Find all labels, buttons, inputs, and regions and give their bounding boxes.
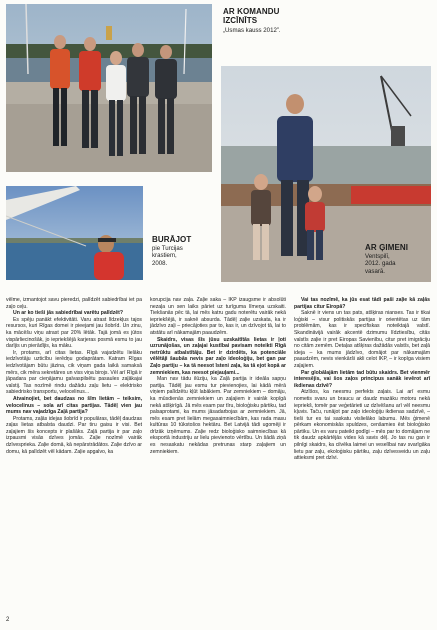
caption-sailing-body	[152, 245, 183, 267]
caption-sailing-line3: 2008.	[152, 259, 168, 267]
caption-team-title-line2: IZCĪNĪTS	[223, 16, 258, 25]
caption-sailing-title: BURĀJOT	[152, 235, 192, 244]
team-photo	[6, 4, 212, 172]
article-column-2	[150, 297, 286, 455]
question-paragraph: Par globālajām lietām tad būtu skaidrs. Bet vienmēr interesējis, vai šos zaļos principus sanāk ievērot arī ikdienas dzīvē?	[294, 369, 430, 389]
sailing-photo	[6, 186, 143, 280]
article-paragraph: Es spēju panākt efektivitāti. Varu atrast līdzekļus tajos resursos, kuri Rīgas domei ir pieejami jau šobrīd. Un zinu, ka mācēšu viņu atrast par 20% lētāk. Tajā jomā es jūtos vispārliecinošāk, jo iepriekšējā karjeras posmā esmu to jau darījis un pierādījis, ka māku.	[6, 316, 142, 350]
page-number: 2	[6, 617, 10, 623]
question-paragraph: Skaidrs, visas šīs jūsu uzskaitītās lietas ir ļoti uzrunājošas, un zaļajai kustībai pavisam noteikti Rīgā netrūktu atbalstītāju. Bet ir dzirdēts, ka potenciāle vēlētāji šaubās nevis par zaļo ideoloģiju, bet gan par Zaļo partiju – ka tā neesot īsteni zaļa, ka tā ejot kopā ar zemniekiem, kas neesot piejauļami...	[150, 336, 286, 376]
question-paragraph: Vai tas nozīmē, ka jūs esat tādi paši zaļie kā zaļās partijas citur Eiropā?	[294, 297, 430, 310]
article-paragraph: Protams, zaļās idejas šobrīd ir populāras, tādēļ daudzas zaļas lietas atbalsta daudzi. Par tiru gaisu ir visi. Bet zaļajiem šis koncepts ir plašāks. Zaļā partija ir par zaļo izpausmi visās dzīves jomās. Zaļie nozīmē vairāk dzīvesprieka. Zaļie domā, kā nepārstrādātos. Zaļie dzīvo ar domu, kā palīdzēt vēl kādam. Zaļie apgalvo, ka	[6, 415, 142, 455]
caption-team-body: „Usmas kauss 2012”.	[223, 27, 281, 34]
article-column-3	[294, 297, 430, 462]
article-paragraph: Atzīšos, ka neesmu perfekts zaļais. Lai arī esmu nometis svaru un braucu ar daudz mazāku motoru nekā iepriekš, tomēr par veģetārieti uz dzīvēšanu arī vēl neesmu kļuvis. Taču, runājot par zaļo ideoloģiju ikdienas sadzīvē, – tieši tur es tai saskatu vislielāko labumu. Mēs ģimenē pērkam ekonomiskās spuldzes, cenšamies ēst bioloģisko pārtiku. Un es varu pateikt godīgi – mēs par to domājam ne tik daudz apkārtējās vides kā savis dēļ. Jo tas nu gan ir pilnīgi skaidrs, ka cilvēka laimei un veselībai nav svarīgāka lietu par zaļu, ekoloģisku pārtiku, zaļu dzīvesveidu un zaļu attieksmi pret dzīvi.	[294, 389, 430, 462]
caption-family-title: AR ĢIMENI	[365, 243, 409, 252]
article-paragraph: korupcija nav zaļa. Zaļie saka – IKP izaugsme ir absolūti nezaļa un sen laiks pāriet uz turīgumа līmeņa uzskaiti. Tiekšanās pēc tā, lai mēs katru gadu noterētu vairāk nekā iepriekšējā, ir saknē absurda. Tādēļ zaļie uzskata, ka ir jādzīvo zaļi – priecājoties par to, kas ir, un dzīvojot tā, lai to atstātu arī nākamajām paaudzēm.	[150, 297, 286, 336]
article-paragraph: Man nav tādu ilūziju, ka Zaļā partija ir ideāla sapņu partija. Tādēļ jau esmu tur pievienojies, lai kādā mērā viņiem palīdzētu kļūt labākiem. Par zemniekiem – domāju, ka mūsdienās zemniekiem un zaļajiem ir vairāk kopīgā nekā atšķirīgā. Jā mēs esam par tīru, bioloģisku pārtiku, tad palsaprotami, ka mums jāsadarbojas ar zemniekiem. Jā, mēs esam pret lielām megasaimniecībām, kas rada masu kultūras 10 tūkstošos hektāru. Bet Latvijā tādi ugomēji ir drīzāk izņēmums. Zaļie redz bioloģisko saimniecības kā eksportā industriju ar lielu pievienoto vērtību. Un šādā ziņā es nesaskatu nekādas pretrunas starp zaļajiem un zemniekiem.	[150, 376, 286, 455]
caption-family-line3: vasarā.	[365, 267, 385, 275]
caption-family-body	[365, 253, 396, 275]
caption-sailing-line2: krastiem,	[152, 252, 177, 260]
article-paragraph: vēlme, izmantojot savu pieredzi, palīdzēt sabiedrībai iet pa zaļo ceļu.	[6, 297, 142, 310]
caption-family-line1: Ventspilī,	[365, 253, 390, 260]
question-paragraph: Atvainojiet, bet daudzas no šīm lietām – teiksim, velocelinus – sola arī citas partijas. Tādēļ vien jau mums nav vajadzīga Zaļā partija?	[6, 395, 142, 416]
question-paragraph: Un ar ko tieši jās sabiedrībai varētu palīdzēt?	[13, 310, 123, 317]
article-column-1	[6, 297, 142, 455]
caption-sailing-line1: pie Turcijas	[152, 245, 183, 252]
caption-team-title-line1: AR KOMANDU	[223, 7, 280, 16]
article-paragraph: Saknē ir viens un tas pats, atšķiras nianses. Tas ir tikai loģiski – visur politiskās partijas ir orientētas uz tām problēmām, kas ir specifiskas noteiktajā valstī. Skandināvijā vairāk akcentē dzimumu līdztiesību, citās valstīs zaļie ir pret Eiropas Savienību, citur pret imigrāciju no citām zemēm. Detaļas atšķiras dažādās valstīs, bet zaļā ideja – ka mums jādzīvo, domājot par nākamajām paaudzēm, nevis vienkārši akli celot IKP, – ir kopīga visiem zaļajiem.	[294, 310, 430, 369]
article-paragraph: Ir, protams, arī citas lietas. Rīgā vajadzētu lielāku iedzīvotāju uzticību ierēdņu godaprātam. Katram Rīgas iedzīvotājam būtu jāzina, cik viņam gada laikā samaksā mērs, cik mēra sekretāres un viss viņa birojs. Vēl arī Rīgā ir jāpadara par cieņājamu galvaspilsētu pasaules zaļākajai valstij. Tas nozīmē rindu dažādu zaļu lietu – elektrisko sabiedrisko transportu, velocelinus...	[6, 349, 142, 396]
caption-family-line2: 2012. gada	[365, 260, 396, 268]
caption-team-title	[223, 7, 280, 25]
